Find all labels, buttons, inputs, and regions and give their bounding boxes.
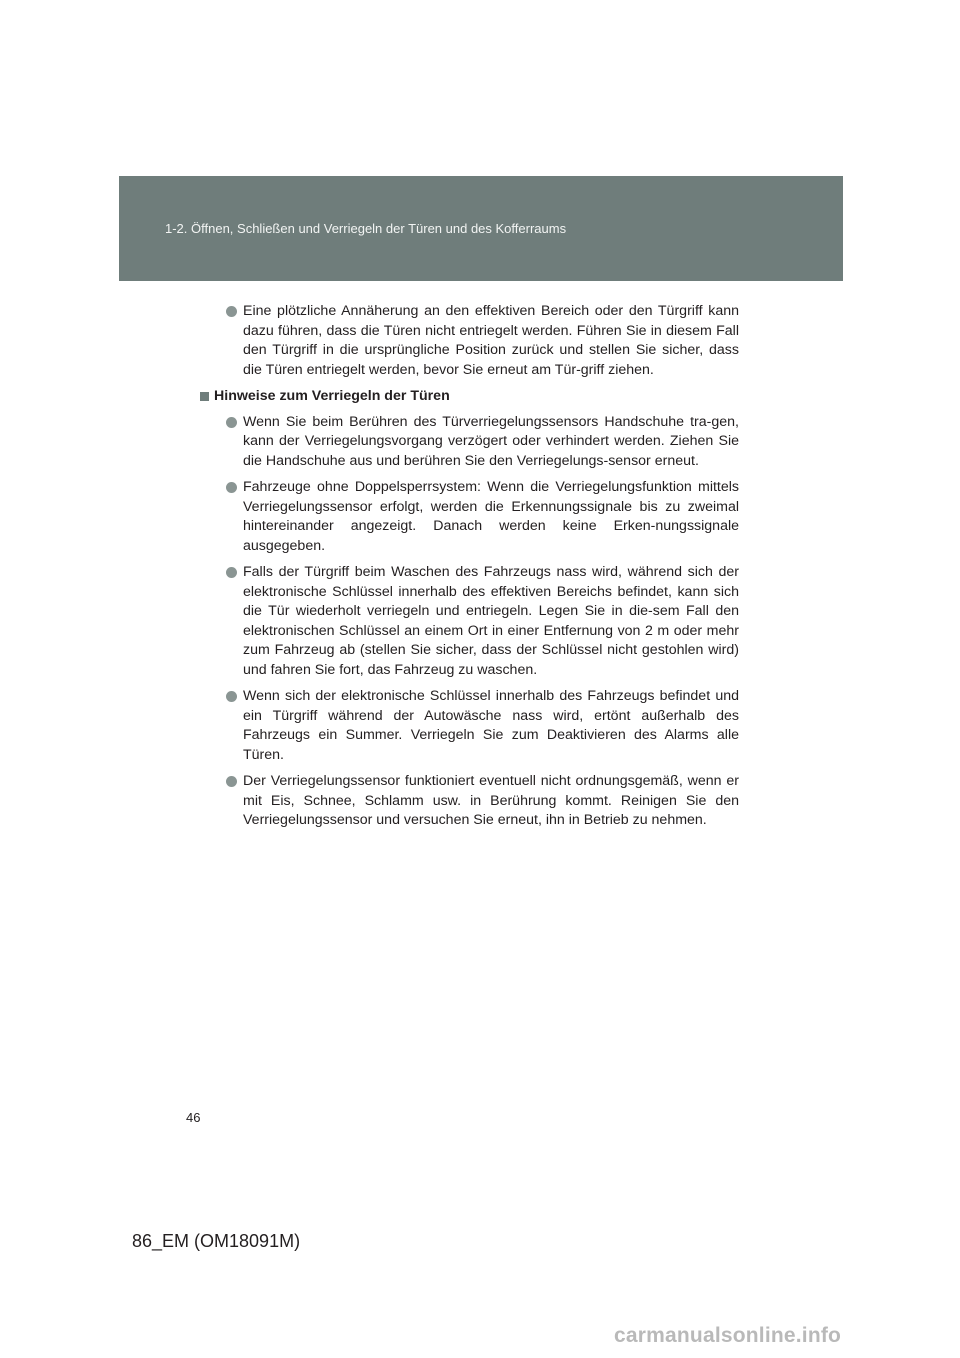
- bullet-text: Wenn Sie beim Berühren des Türverriegelungssensors Handschuhe tra-gen, kann der Verriegelungsvorgang verzögert oder verhindert werden. Ziehen Sie die Handschuhe aus und berühren Sie den Verriegelungs-sensor erneut.: [243, 413, 739, 469]
- section-heading: [200, 387, 739, 407]
- square-icon: [200, 392, 209, 401]
- section-heading-text: Hinweise zum Verriegeln der Türen: [214, 388, 450, 404]
- watermark[interactable]: carmanualsonline.info: [614, 1324, 842, 1347]
- document-code: 86_EM (OM18091M): [132, 1231, 301, 1251]
- bullet-text: Wenn sich der elektronische Schlüssel innerhalb des Fahrzeugs befindet und ein Türgriff während der Autowäsche nass wird, ertönt außerhalb des Fahrzeugs ein Summer. Verriegeln Sie zum Deaktivieren des Alarms alle Türen.: [243, 688, 739, 763]
- bullet-dot-icon: [226, 691, 237, 702]
- bullet-dot-icon: [226, 417, 237, 428]
- bullet-text: Der Verriegelungssensor funktioniert eventuell nicht ordnungsgemäß, wenn er mit Eis, Schnee, Schlamm usw. in Berührung kommt. Reinigen Sie den Verriegelungssensor und versuchen Sie erneut, ihn in Betrieb zu nehmen.: [243, 773, 739, 828]
- bullet-dot-icon: [226, 776, 237, 787]
- bullet-text: Eine plötzliche Annäherung an den effektiven Bereich oder den Türgriff kann dazu führen, dass die Türen nicht entriegelt werden. Führen Sie in diesem Fall den Türgriff in die ursprüngliche Position zurück und stellen Sie sicher, dass die Türen entriegelt werden, bevor Sie erneut am Tür-griff ziehen.: [243, 303, 739, 378]
- bullet-item: [214, 687, 739, 765]
- page-content: [214, 302, 739, 838]
- bullet-dot-icon: [226, 482, 237, 493]
- page-number: 46: [186, 1110, 201, 1125]
- bullet-dot-icon: [226, 567, 237, 578]
- bullet-item: [214, 302, 739, 380]
- section-title: 1-2. Öffnen, Schließen und Verriegeln der Türen und des Kofferraums: [165, 221, 567, 236]
- bullet-item: [214, 563, 739, 680]
- bullet-item: [214, 478, 739, 556]
- bullet-item: [214, 413, 739, 472]
- bullet-text: Falls der Türgriff beim Waschen des Fahrzeugs nass wird, während sich der elektronische Schlüssel innerhalb des effektiven Bereichs befindet, kann sich die Tür wiederholt verriegeln und entriegeln. Legen Sie in die-sem Fall den elektronischen Schlüssel an einem Ort in einer Entfernung von 2 m oder mehr zum Fahrzeug ab (stellen Sie sicher, dass der Schlüssel nicht gestohlen wird) und fahren Sie fort, das Fahrzeug zu waschen.: [243, 564, 739, 678]
- bullet-dot-icon: [226, 306, 237, 317]
- bullet-text: Fahrzeuge ohne Doppelsperrsystem: Wenn die Verriegelungsfunktion mittels Verriegelungssensor erfolgt, werden die Erkennungssignale bis zu zweimal hintereinander angezeigt. Danach werden keine Erken-nungssignale ausgegeben.: [243, 479, 739, 554]
- bullet-item: [214, 772, 739, 831]
